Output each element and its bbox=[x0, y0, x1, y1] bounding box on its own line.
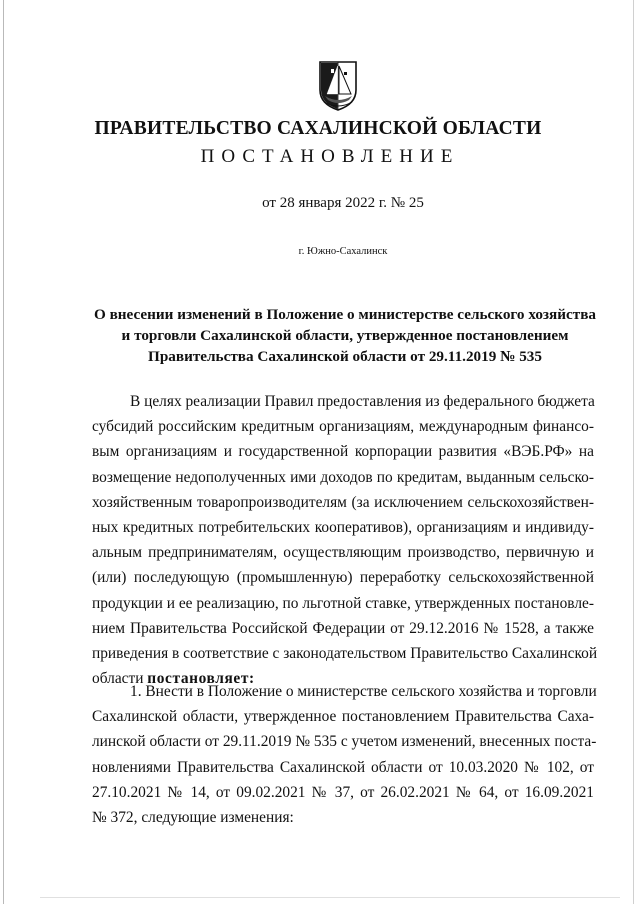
text-line: Сахалинской области, утвержденное постановлением Правительства Саха- bbox=[92, 708, 594, 726]
text-line: В целях реализации Правил предоставления из федерального бюджета bbox=[130, 393, 595, 410]
sakhalin-coat-of-arms-icon bbox=[318, 60, 358, 112]
text-line: возмещение недополученных ими доходов по кредитам, выданным сельско- bbox=[92, 468, 594, 486]
text-line: (или) последующую (промышленную) переработку сельскохозяйственной bbox=[92, 569, 594, 587]
title-line: О внесении изменений в Положение о министерстве сельского хозяйства bbox=[93, 306, 596, 323]
text-line: субсидий российским кредитным организациям, международным финансо- bbox=[92, 418, 594, 436]
document-title bbox=[90, 304, 600, 367]
organization-name: ПРАВИТЕЛЬСТВО САХАЛИНСКОЙ ОБЛАСТИ bbox=[94, 118, 542, 139]
title-line: и торговли Сахалинской области, утвержденное постановлением bbox=[121, 327, 569, 344]
paragraph-preamble bbox=[92, 389, 598, 691]
title-line: Правительства Сахалинской области от 29.11.2019 № 535 bbox=[148, 348, 542, 365]
date-and-number: от 28 января 2022 г. № 25 bbox=[262, 195, 424, 211]
text-line: приведения в соответствие с законодательством Правительство Сахалинской bbox=[92, 644, 598, 662]
paragraph-item-1 bbox=[92, 679, 597, 830]
document-type: ПОСТАНОВЛЕНИЕ bbox=[200, 146, 460, 167]
text-line: 27.10.2021 № 14, от 09.02.2021 № 37, от 26.02.2021 № 64, от 16.09.2021 bbox=[92, 783, 594, 801]
scan-noise-strip bbox=[40, 896, 620, 900]
text-line: ных кредитных потребительских кооперативов), организациям и индивиду- bbox=[92, 518, 594, 536]
city-name: г. Южно-Сахалинск bbox=[298, 246, 388, 257]
text-line: 1. Внести в Положение о министерстве сельского хозяйства и торговли bbox=[130, 683, 597, 700]
text-line: линской области от 29.11.2019 № 535 с учетом изменений, внесенных поста- bbox=[92, 733, 597, 751]
text-line: новлениями Правительства Сахалинской области от 10.03.2020 № 102, от bbox=[92, 758, 594, 776]
resolution-keyword: постановляет: bbox=[147, 670, 255, 688]
text-line: альным предпринимателям, осуществляющим производство, первичную и bbox=[92, 544, 594, 562]
text-line: вым организациям и государственной корпорации развития «ВЭБ.РФ» на bbox=[92, 443, 594, 461]
text-line: нием Правительства Российской Федерации от 29.12.2016 № 1528, а также bbox=[92, 619, 594, 637]
text-line: продукции и ее реализацию, по льготной ставке, утвержденных постановле- bbox=[92, 594, 594, 612]
text-line: № 372, следующие изменения: bbox=[92, 808, 294, 826]
text-fragment: области bbox=[92, 670, 148, 688]
text-line: хозяйственным товаропроизводителям (за исключением сельскохозяйствен- bbox=[92, 493, 594, 511]
